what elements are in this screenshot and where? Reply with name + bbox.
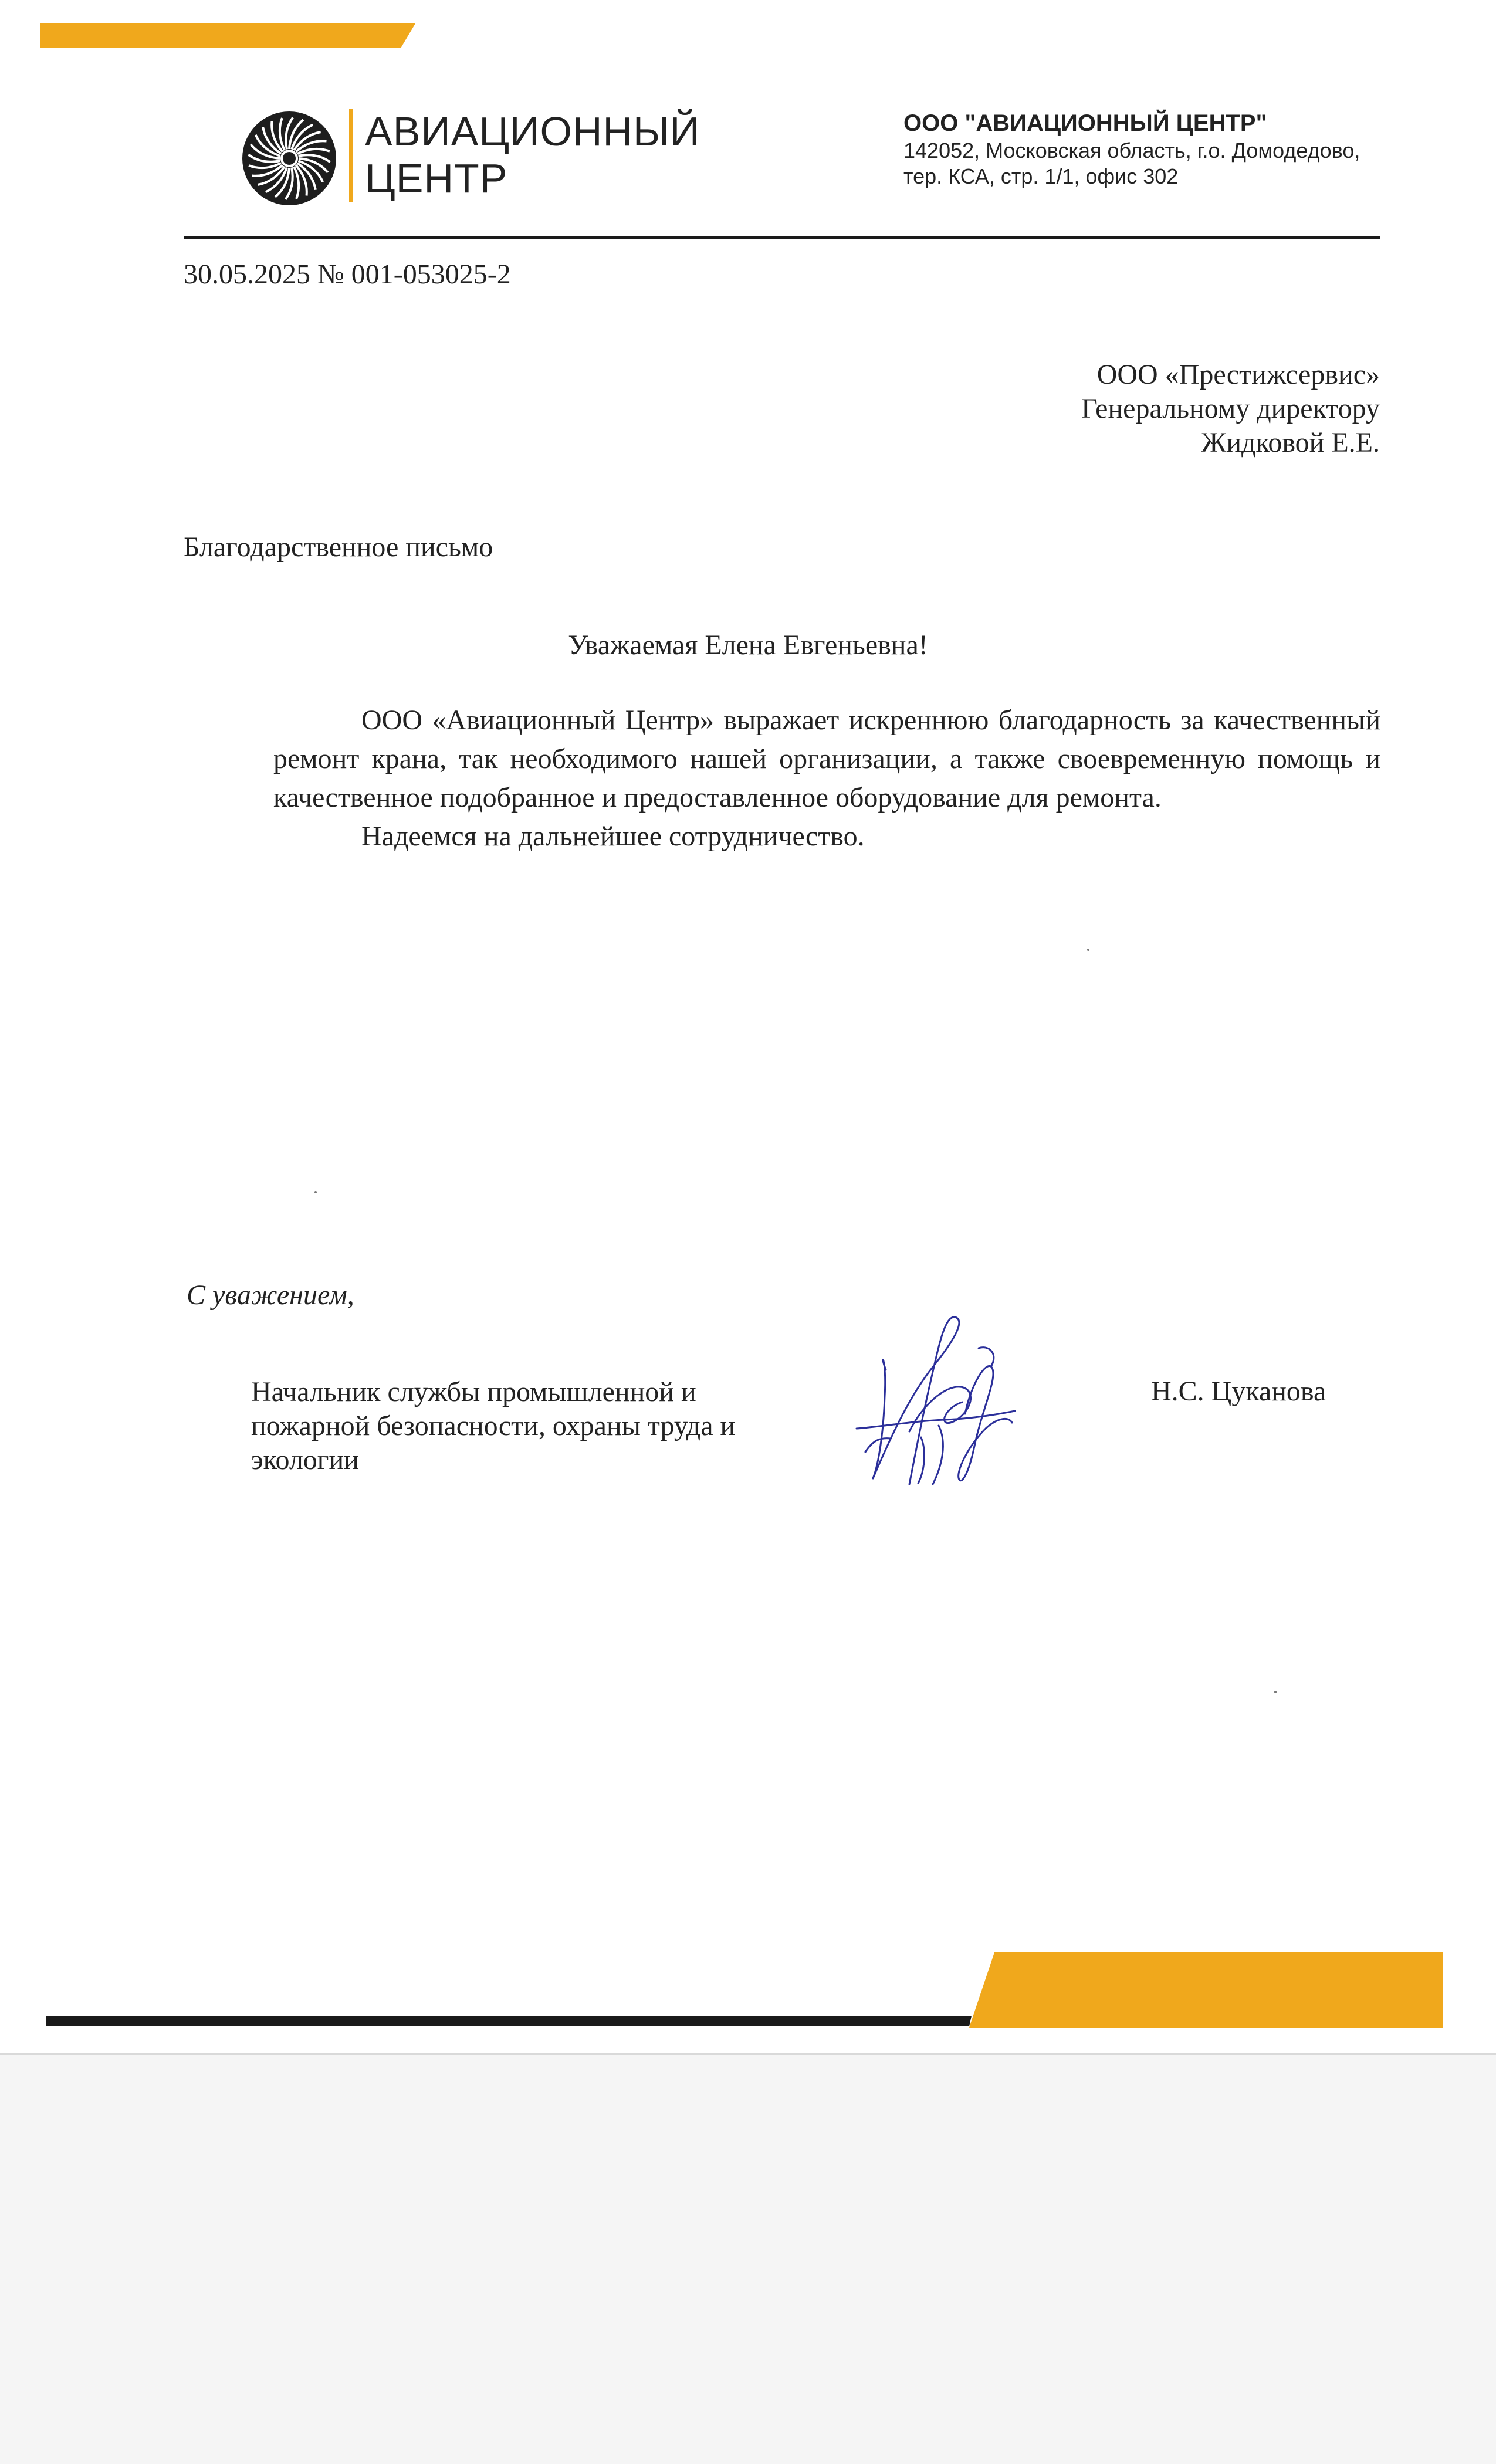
signer-title-line-3: экологии (251, 1444, 359, 1475)
recipient-company: ООО «Престижсервис» (1096, 359, 1380, 390)
letter-subject: Благодарственное письмо (184, 532, 493, 563)
closing-phrase: С уважением, (187, 1280, 354, 1311)
company-name: ООО "АВИАЦИОННЫЙ ЦЕНТР" (903, 110, 1267, 136)
logo-line-2: ЦЕНТР (365, 155, 508, 201)
company-address-line-2: тер. КСА, стр. 1/1, офис 302 (903, 164, 1179, 188)
scan-speck (1274, 1691, 1277, 1693)
body-paragraph-2: Надеемся на дальнейшее сотрудничество. (361, 821, 865, 852)
company-address-line-1: 142052, Московская область, г.о. Домодедово, (903, 138, 1360, 163)
scan-margin (0, 2055, 1496, 2464)
logo-divider (349, 109, 353, 202)
signer-title-line-1: Начальник службы промышленной и (251, 1376, 696, 1407)
header-rule (184, 236, 1380, 239)
signer-name: Н.С. Цуканова (1151, 1376, 1326, 1407)
top-accent-bar (0, 0, 1496, 59)
turbine-icon (239, 109, 339, 208)
recipient-position: Генеральному директору (1081, 393, 1380, 424)
signer-title-line-2: пожарной безопасности, охраны труда и (251, 1410, 736, 1441)
letter-reference: 30.05.2025 № 001-053025-2 (184, 259, 511, 290)
salutation: Уважаемая Елена Евгеньевна! (568, 629, 928, 661)
handwritten-signature (845, 1297, 1044, 1496)
company-details (903, 109, 1390, 189)
signer-title (251, 1375, 791, 1477)
scan-speck (314, 1191, 317, 1193)
logo-wordmark (365, 108, 729, 202)
recipient-name: Жидковой Е.Е. (1201, 427, 1380, 458)
logo-line-1: АВИАЦИОННЫЙ (365, 109, 700, 154)
scan-speck (1087, 949, 1089, 951)
body-paragraph-1: ООО «Авиационный Центр» выражает искреннюю благодарность за качественный ремонт крана, так необходимого нашей организации, а также своевременную помощь и качественное подобранное и предоставленное оборудование для ремонта. (273, 705, 1380, 813)
footer-bars (0, 1948, 1496, 2042)
letter-body (273, 701, 1380, 856)
recipient-block (793, 358, 1380, 460)
